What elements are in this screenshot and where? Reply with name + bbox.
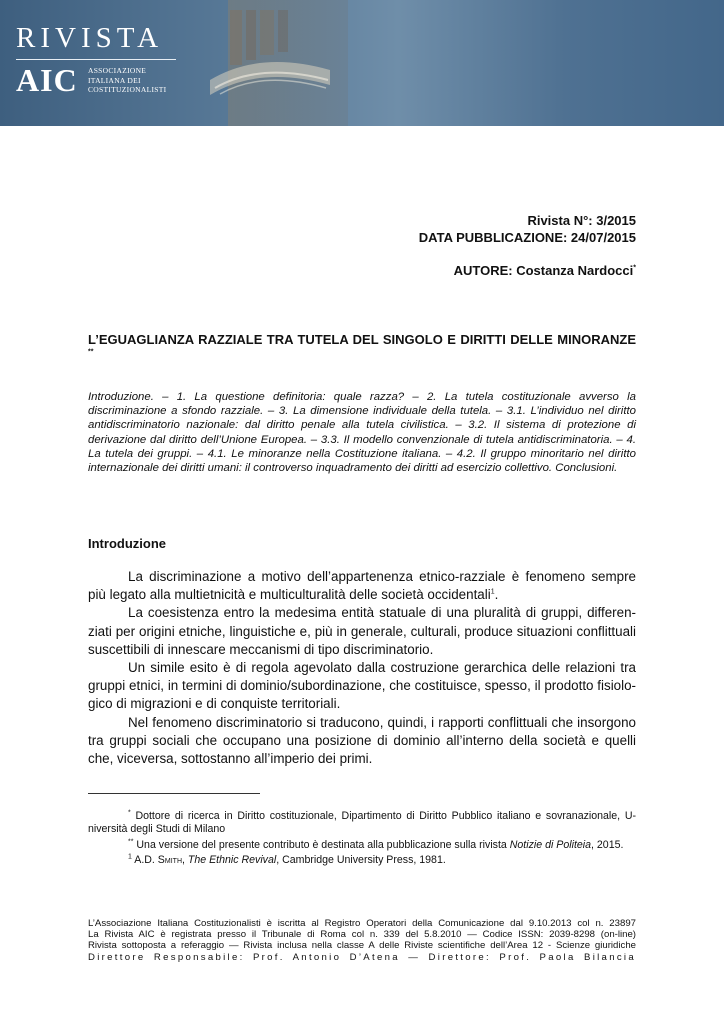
publication-metadata [419,212,636,279]
logo-sub-line: ASSOCIAZIONE [88,66,147,75]
issue-number: Rivista N°: 3/2015 [527,213,636,228]
article-title [88,332,636,362]
footer-line: La Rivista AIC è registrata presso il Tribunale di Roma col n. 339 del 5.8.2010 — Codice ISSN: 2039-8298 (on-line) [88,929,636,941]
footnote-journal-title: Notizie di Politeia [509,838,592,851]
footer-directors: Direttore Responsabile: Prof. Antonio D’Atena — Direttore: Prof. Paola Bilancia [88,951,636,963]
article-title-text: L’EGUAGLIANZA RAZZIALE TRA TUTELA DEL SINGOLO E DIRITTI DELLE MINORANZE [88,332,636,347]
paragraph-text: La discriminazione a motivo dell’appartenenza etnico-razziale è fenomeno sempre più legato alla multietnicità e multiculturalità delle società occidentali [88,569,636,603]
footnote-ref-1[interactable]: 1 [490,588,495,596]
footnote-ref-author[interactable]: * [633,264,636,272]
footnote-mark: ** [128,838,134,846]
footnote-ref-title[interactable]: ** [88,348,94,356]
footnote-mark: 1 [128,853,132,861]
paragraph [88,568,636,604]
footnote-text: A.D. S [131,854,165,867]
footnote-text: Una versione del presente contributo è destinata alla pubblicazione sulla rivista [133,838,510,851]
footnote-1 [88,854,636,867]
logo-association-name [88,66,166,95]
logo-aic-text: AIC [16,62,78,98]
logo-sub-line: COSTITUZIONALISTI [88,85,167,94]
footnote-author [88,810,636,837]
footnote-author-smallcaps: mith [164,854,182,867]
author-name: AUTORE: Costanza Nardocci [453,263,634,278]
footnote-text: , 2015. [591,838,624,851]
footnotes [88,810,636,868]
paragraph: Un simile esito è di regola agevolato dalla costruzione gerarchica delle relazioni tra gruppi etnici, in termini di dominio/subordinazione, che costituisce, spesso, il prodotto fisiolo-gico di migrazioni e di conquiste territoriali. [88,660,636,712]
table-of-contents-abstract: Introduzione. – 1. La questione definitoria: quale razza? – 2. La tutela costituzionale avverso la discriminazione a sfondo razziale. – 3. La dimensione individuale della tutela. – 3.1. L’individuo nel diritto antidiscriminatorio nazionale: dal diritto penale alla tutela civilistica. – 3.2. Il sistema di protezione di derivazione dal diritto dell’Unione Europea. – 3.3. Il modello convenzionale di tutela antidiscriminatoria. – 4. La tutela dei gruppi. – 4.1. Le minoranze nella Costituzione italiana. – 4.2. Il gruppo minoritario nel diritto internazionale dei diritti umani: il controverso inquadramento dei diritti ad esercizio collettivo. Conclusioni. [88,391,636,475]
footnote-text: , Cambridge University Press, 1981. [276,854,446,867]
publication-date: DATA PUBBLICAZIONE: 24/07/2015 [418,230,636,245]
footer-line: L’Associazione Italiana Costituzionalisti è iscritta al Registro Operatori della Comunicazione dal 9.10.2013 col n. 23897 [88,918,636,929]
footnote-text: Dottore di ricerca in Diritto costituzionale, Dipartimento di Diritto Pubblico italiano e sovranazionale, U-niversità degli Studi di Milano [88,810,636,836]
paragraph: Nel fenomeno discriminatorio si traducono, quindi, i rapporti conflittuali che insorgono tra gruppi sociali che occupano una posizione di dominio all’interno della società e quelli che, viceversa, sottostanno all’imperio dei primi. [88,714,636,767]
logo-rivista-text: RIVISTA [16,22,164,54]
footnote-separator [88,793,260,794]
footer-line: Rivista sottoposta a referaggio — Rivista inclusa nella classe A delle Riviste scientifiche dell’Area 12 - Scienze giuridiche [88,940,636,952]
open-book-icon [200,10,340,120]
page-footer [88,918,636,963]
section-heading-introduzione: Introduzione [88,536,166,551]
body-text [88,568,636,768]
paragraph: La coesistenza entro la medesima entità statuale di una pluralità di gruppi, differen-ziati per origini etniche, linguistiche e, più in generale, culturali, produce situazioni conflittuali suscettibili di innescare meccanismi di tipo discriminatorio. [88,605,636,657]
footnote-title [88,839,636,852]
footnote-text: , [182,854,188,867]
paragraph-text: . [494,587,499,603]
footnote-book-title: The Ethnic Revival [187,854,277,867]
author-line [419,262,636,279]
footnote-mark: * [128,809,131,817]
logo-divider [16,59,176,60]
logo-sub-line: ITALIANA DEI [88,75,141,85]
journal-header-banner [0,0,724,126]
